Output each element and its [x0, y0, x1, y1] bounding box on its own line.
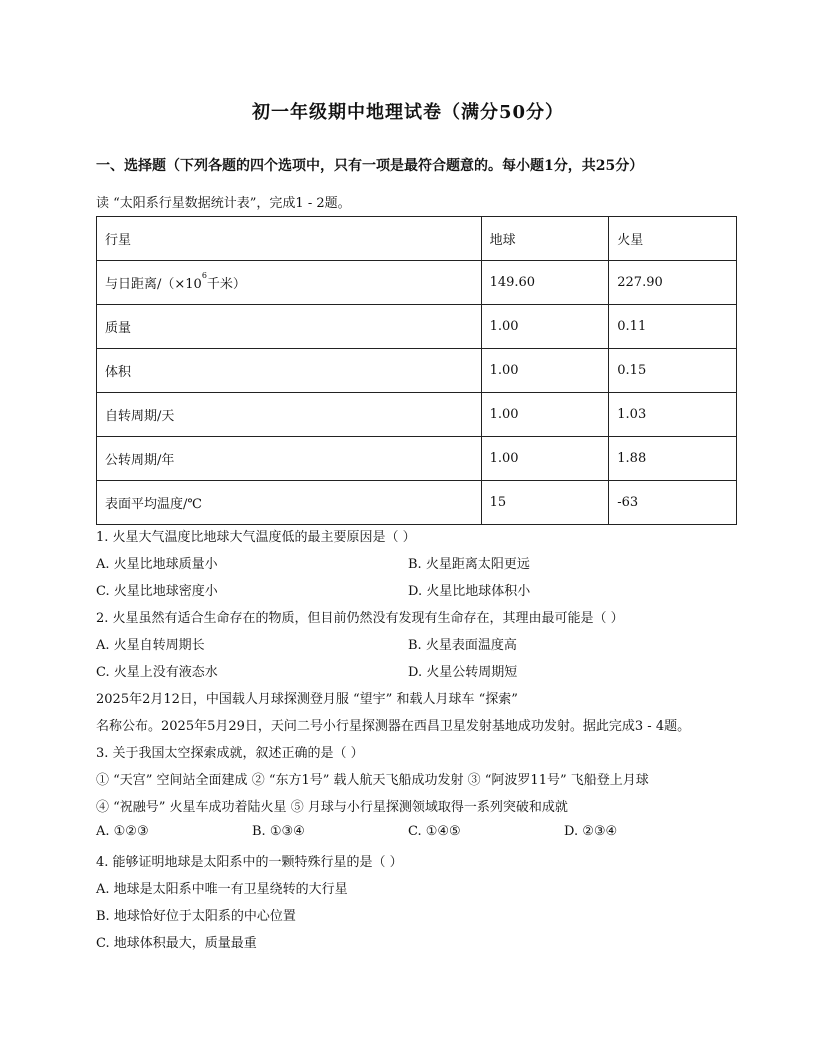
- q2-option-c: C. 火星上没有液态水: [96, 665, 218, 680]
- planet-data-table: [96, 216, 737, 525]
- q4-option-b: B. 地球恰好位于太阳系的中心位置: [96, 909, 296, 924]
- q1-option-a: A. 火星比地球质量小: [96, 557, 218, 572]
- q3-option-b: B. ①③④: [252, 824, 305, 839]
- earth-value: 1.00: [481, 437, 609, 481]
- q1-option-d: D. 火星比地球体积小: [408, 584, 531, 599]
- q2-option-a: A. 火星自转周期长: [96, 638, 205, 653]
- table-row: [97, 393, 737, 437]
- section-heading: 一、选择题（下列各题的四个选项中，只有一项是最符合题意的。每小题1分，共25分）: [96, 158, 644, 174]
- table-row: [97, 437, 737, 481]
- earth-value: 1.00: [481, 305, 609, 349]
- mars-value: 227.90: [609, 261, 737, 305]
- table-header-row: [97, 217, 737, 261]
- q3-statement-line1: ① “天宫” 空间站全面建成 ② “东方1号” 载人航天飞船成功发射 ③ “阿波罗11号” 飞船登上月球: [96, 773, 649, 788]
- question-3-stem: 3. 关于我国太空探索成就，叙述正确的是（ ）: [96, 746, 364, 761]
- mars-value: 0.11: [609, 305, 737, 349]
- row-label-sup: 6: [201, 271, 207, 280]
- question-1-stem: 1. 火星大气温度比地球大气温度低的最主要原因是（ ）: [96, 530, 416, 545]
- intro-text: 读 “太阳系行星数据统计表”，完成1 - 2题。: [96, 196, 351, 211]
- table-row: [97, 261, 737, 305]
- mars-value: 1.88: [609, 437, 737, 481]
- q2-option-d: D. 火星公转周期短: [408, 665, 518, 680]
- row-label: 质量: [97, 305, 482, 349]
- mars-value: 1.03: [609, 393, 737, 437]
- exam-title: 初一年级期中地理试卷（满分50分）: [251, 102, 565, 123]
- row-label-post: 千米）: [206, 277, 246, 292]
- row-label: 自转周期/天: [97, 393, 482, 437]
- q2-option-b: B. 火星表面温度高: [408, 638, 517, 653]
- row-label: 公转周期/年: [97, 437, 482, 481]
- material-text-line2: 名称公布。2025年5月29日，天问二号小行星探测器在西昌卫星发射基地成功发射。据此完成3 - 4题。: [96, 719, 691, 734]
- earth-value: 149.60: [481, 261, 609, 305]
- table-header-cell: 地球: [481, 217, 609, 261]
- q3-option-a: A. ①②③: [96, 824, 149, 839]
- material-text-line1: 2025年2月12日，中国载人月球探测登月服 “望宇” 和载人月球车 “探索”: [96, 692, 518, 707]
- mars-value: -63: [609, 481, 737, 525]
- q3-statement-line2: ④ “祝融号” 火星车成功着陆火星 ⑤ 月球与小行星探测领域取得一系列突破和成就: [96, 800, 568, 815]
- row-label: [97, 261, 482, 305]
- question-2-stem: 2. 火星虽然有适合生命存在的物质，但目前仍然没有发现有生命存在，其理由最可能是（ ）: [96, 611, 624, 626]
- q3-option-c: C. ①④⑤: [408, 824, 461, 839]
- earth-value: 1.00: [481, 349, 609, 393]
- q3-option-d: D. ②③④: [564, 824, 618, 839]
- row-label-pre: 与日距离/（×10: [105, 277, 202, 292]
- table-row: [97, 481, 737, 525]
- earth-value: 1.00: [481, 393, 609, 437]
- q4-option-c: C. 地球体积最大，质量最重: [96, 936, 257, 951]
- table-header-cell: 火星: [609, 217, 737, 261]
- mars-value: 0.15: [609, 349, 737, 393]
- q1-option-c: C. 火星比地球密度小: [96, 584, 218, 599]
- table-row: [97, 305, 737, 349]
- earth-value: 15: [481, 481, 609, 525]
- row-label: 体积: [97, 349, 482, 393]
- row-label: 表面平均温度/℃: [97, 481, 482, 525]
- q4-option-a: A. 地球是太阳系中唯一有卫星绕转的大行星: [96, 882, 348, 897]
- table-header-cell: 行星: [97, 217, 482, 261]
- q1-option-b: B. 火星距离太阳更远: [408, 557, 530, 572]
- table-row: [97, 349, 737, 393]
- question-4-stem: 4. 能够证明地球是太阳系中的一颗特殊行星的是（ ）: [96, 855, 403, 870]
